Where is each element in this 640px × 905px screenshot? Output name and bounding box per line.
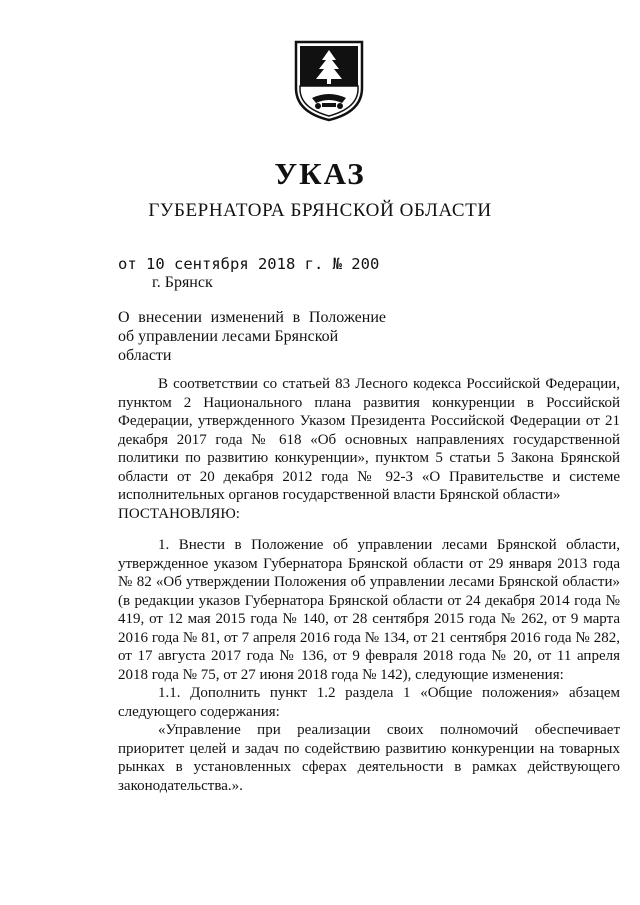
quoted-amendment: «Управление при реализации своих полномочий обеспечивает приоритет целей и задач по содействию развитию конкуренции на товарных рынках в установленных сферах деятельности в рамках действующего законодательства.». (118, 722, 620, 794)
place-of-issue: г. Брянск (152, 274, 213, 291)
bryansk-coat-of-arms-icon (294, 40, 364, 122)
date-and-number: от 10 сентября 2018 г. № 200 (118, 255, 380, 273)
subject-line-1: О внесении изменений в Положение (118, 309, 386, 326)
preamble-paragraph: В соответствии со статьей 83 Лесного кодекса Российской Федерации, пунктом 2 Национального плана развития конкуренции в Российской Федерации, утвержденного Указом Президента Российской Федерации от 21 декабря 2017 года № 618 «Об основных направлениях государственной политики по развитию конкуренции», пунктом 5 статьи 5 Закона Брянской области от 20 декабря 2012 года № 92-З «О Правительстве и системе исполнительных органов государственной власти Брянской области» (118, 376, 620, 503)
subject-line-2: об управлении лесами Брянской области (118, 328, 339, 364)
document-subtitle: ГУБЕРНАТОРА БРЯНСКОЙ ОБЛАСТИ (148, 200, 492, 221)
item-1-paragraph: 1. Внести в Положение об управлении лесами Брянской области, утвержденное указом Губернатора Брянской области от 29 января 2013 года № 82 «Об утверждении Положения об управлении лесами Брянской области» (в редакции указов Губернатора Брянской области от 24 декабря 2014 года № 419, от 12 мая 2015 года № 140, от 28 сентября 2015 года № 262, от 9 марта 2016 года № 81, от 7 апреля 2016 года № 134, от 21 сентября 2016 года № 282, от 17 августа 2017 года № 136, от 9 февраля 2018 года № 20, от 11 апреля 2018 года № 75, от 27 июня 2018 года № 142), следующие изменения: (118, 537, 620, 683)
document-title: УКАЗ (274, 156, 366, 191)
item-1-1-paragraph: 1.1. Дополнить пункт 1.2 раздела 1 «Общие положения» абзацем следующего содержания: (118, 685, 620, 720)
decree-word: ПОСТАНОВЛЯЮ: (118, 505, 240, 522)
decree-body (118, 375, 620, 795)
decree-subject (118, 308, 386, 365)
